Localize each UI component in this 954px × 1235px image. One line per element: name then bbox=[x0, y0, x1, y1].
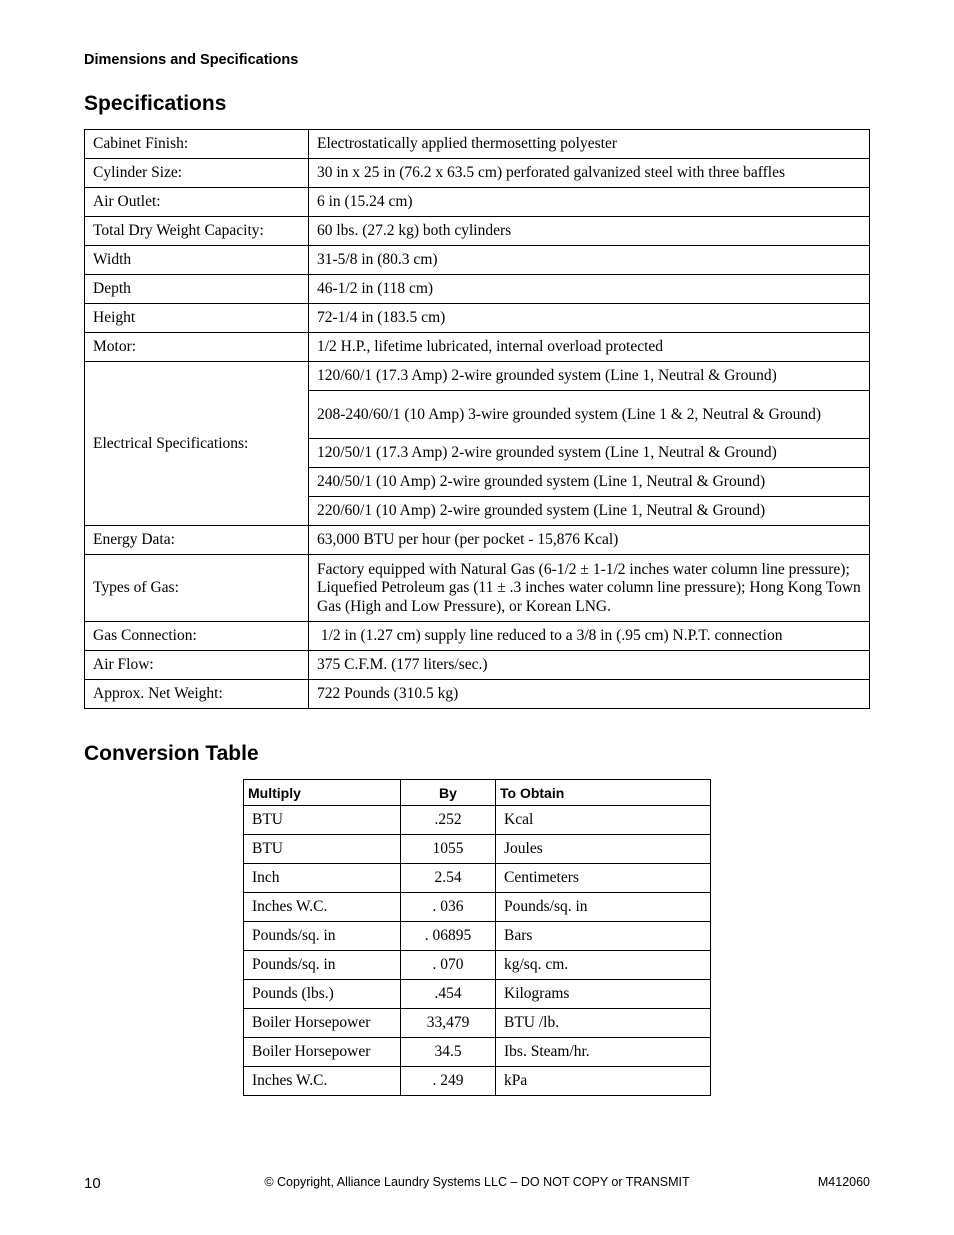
table-row bbox=[244, 864, 711, 893]
column-header-to-obtain: To Obtain bbox=[496, 780, 711, 806]
spec-value: 6 in (15.24 cm) bbox=[309, 188, 870, 217]
factor-cell: 34.5 bbox=[401, 1038, 496, 1067]
table-row bbox=[85, 622, 870, 651]
table-row bbox=[85, 159, 870, 188]
multiply-cell: Pounds/sq. in bbox=[244, 951, 401, 980]
table-row bbox=[85, 188, 870, 217]
table-row bbox=[244, 922, 711, 951]
electrical-spec-value: 208-240/60/1 (10 Amp) 3-wire grounded system (Line 1 & 2, Neutral & Ground) bbox=[309, 391, 870, 439]
factor-cell: .252 bbox=[401, 806, 496, 835]
conversion-table bbox=[243, 779, 711, 1096]
spec-label: Cabinet Finish: bbox=[85, 130, 309, 159]
result-unit-cell: BTU /lb. bbox=[496, 1009, 711, 1038]
factor-cell: .454 bbox=[401, 980, 496, 1009]
table-row bbox=[85, 651, 870, 680]
result-unit-cell: Joules bbox=[496, 835, 711, 864]
table-row bbox=[85, 130, 870, 159]
table-row bbox=[244, 806, 711, 835]
table-row bbox=[244, 835, 711, 864]
table-row bbox=[85, 526, 870, 555]
table-row bbox=[244, 951, 711, 980]
electrical-spec-value: 220/60/1 (10 Amp) 2-wire grounded system (Line 1, Neutral & Ground) bbox=[309, 497, 870, 526]
factor-cell: . 070 bbox=[401, 951, 496, 980]
factor-cell: . 06895 bbox=[401, 922, 496, 951]
spec-value: 46-1/2 in (118 cm) bbox=[309, 275, 870, 304]
document-code: M412060 bbox=[817, 1175, 870, 1189]
spec-label: Air Outlet: bbox=[85, 188, 309, 217]
table-row bbox=[85, 555, 870, 622]
spec-value: 1/2 H.P., lifetime lubricated, internal overload protected bbox=[309, 333, 870, 362]
multiply-cell: Inches W.C. bbox=[244, 893, 401, 922]
spec-value: 1/2 in (1.27 cm) supply line reduced to a 3/8 in (.95 cm) N.P.T. connection bbox=[309, 622, 870, 651]
table-header-row bbox=[244, 780, 711, 806]
spec-label: Width bbox=[85, 246, 309, 275]
table-row bbox=[85, 362, 870, 391]
result-unit-cell: Ibs. Steam/hr. bbox=[496, 1038, 711, 1067]
multiply-cell: Pounds (lbs.) bbox=[244, 980, 401, 1009]
spec-label: Energy Data: bbox=[85, 526, 309, 555]
multiply-cell: BTU bbox=[244, 835, 401, 864]
table-row bbox=[244, 1009, 711, 1038]
result-unit-cell: kg/sq. cm. bbox=[496, 951, 711, 980]
result-unit-cell: Pounds/sq. in bbox=[496, 893, 711, 922]
electrical-spec-value: 120/60/1 (17.3 Amp) 2-wire grounded system (Line 1, Neutral & Ground) bbox=[309, 362, 870, 391]
conversion-table-title: Conversion Table bbox=[84, 742, 259, 765]
spec-label: Height bbox=[85, 304, 309, 333]
table-row bbox=[244, 1067, 711, 1096]
multiply-cell: Inch bbox=[244, 864, 401, 893]
table-row bbox=[85, 275, 870, 304]
table-row bbox=[85, 246, 870, 275]
factor-cell: 1055 bbox=[401, 835, 496, 864]
result-unit-cell: Centimeters bbox=[496, 864, 711, 893]
multiply-cell: Boiler Horsepower bbox=[244, 1009, 401, 1038]
result-unit-cell: Kilograms bbox=[496, 980, 711, 1009]
table-row bbox=[85, 304, 870, 333]
spec-label: Approx. Net Weight: bbox=[85, 680, 309, 709]
electrical-spec-label: Electrical Specifications: bbox=[85, 362, 309, 526]
table-row bbox=[85, 217, 870, 246]
result-unit-cell: Bars bbox=[496, 922, 711, 951]
table-row bbox=[244, 1038, 711, 1067]
result-unit-cell: Kcal bbox=[496, 806, 711, 835]
spec-value: 60 lbs. (27.2 kg) both cylinders bbox=[309, 217, 870, 246]
spec-value: 31-5/8 in (80.3 cm) bbox=[309, 246, 870, 275]
multiply-cell: Pounds/sq. in bbox=[244, 922, 401, 951]
spec-value: 63,000 BTU per hour (per pocket - 15,876 Kcal) bbox=[309, 526, 870, 555]
spec-label: Cylinder Size: bbox=[85, 159, 309, 188]
spec-label: Depth bbox=[85, 275, 309, 304]
multiply-cell: Boiler Horsepower bbox=[244, 1038, 401, 1067]
column-header-by: By bbox=[401, 780, 496, 806]
copyright-notice: © Copyright, Alliance Laundry Systems LLC – DO NOT COPY or TRANSMIT bbox=[264, 1175, 690, 1189]
multiply-cell: BTU bbox=[244, 806, 401, 835]
factor-cell: 2.54 bbox=[401, 864, 496, 893]
electrical-spec-value: 240/50/1 (10 Amp) 2-wire grounded system (Line 1, Neutral & Ground) bbox=[309, 468, 870, 497]
spec-value: 375 C.F.M. (177 liters/sec.) bbox=[309, 651, 870, 680]
spec-value: 722 Pounds (310.5 kg) bbox=[309, 680, 870, 709]
spec-label: Types of Gas: bbox=[85, 555, 309, 622]
specifications-table bbox=[84, 129, 870, 709]
table-row bbox=[244, 893, 711, 922]
spec-value: 72-1/4 in (183.5 cm) bbox=[309, 304, 870, 333]
spec-label: Air Flow: bbox=[85, 651, 309, 680]
running-head: Dimensions and Specifications bbox=[84, 52, 299, 68]
specifications-title: Specifications bbox=[84, 92, 227, 115]
factor-cell: 33,479 bbox=[401, 1009, 496, 1038]
factor-cell: . 036 bbox=[401, 893, 496, 922]
column-header-multiply: Multiply bbox=[244, 780, 401, 806]
spec-value: Factory equipped with Natural Gas (6-1/2 ± 1-1/2 inches water column line pressure); Liquefied Petroleum gas (11 ± .3 inches water column line pressure); Hong Kong Town Gas (High and Low Pressure), or Korean LNG. bbox=[309, 555, 870, 622]
page-number: 10 bbox=[84, 1175, 101, 1192]
multiply-cell: Inches W.C. bbox=[244, 1067, 401, 1096]
table-row bbox=[85, 333, 870, 362]
spec-value: Electrostatically applied thermosetting polyester bbox=[309, 130, 870, 159]
table-row bbox=[244, 980, 711, 1009]
electrical-spec-value: 120/50/1 (17.3 Amp) 2-wire grounded system (Line 1, Neutral & Ground) bbox=[309, 439, 870, 468]
spec-value: 30 in x 25 in (76.2 x 63.5 cm) perforated galvanized steel with three baffles bbox=[309, 159, 870, 188]
result-unit-cell: kPa bbox=[496, 1067, 711, 1096]
spec-label: Total Dry Weight Capacity: bbox=[85, 217, 309, 246]
spec-label: Gas Connection: bbox=[85, 622, 309, 651]
spec-label: Motor: bbox=[85, 333, 309, 362]
table-row bbox=[85, 680, 870, 709]
factor-cell: . 249 bbox=[401, 1067, 496, 1096]
